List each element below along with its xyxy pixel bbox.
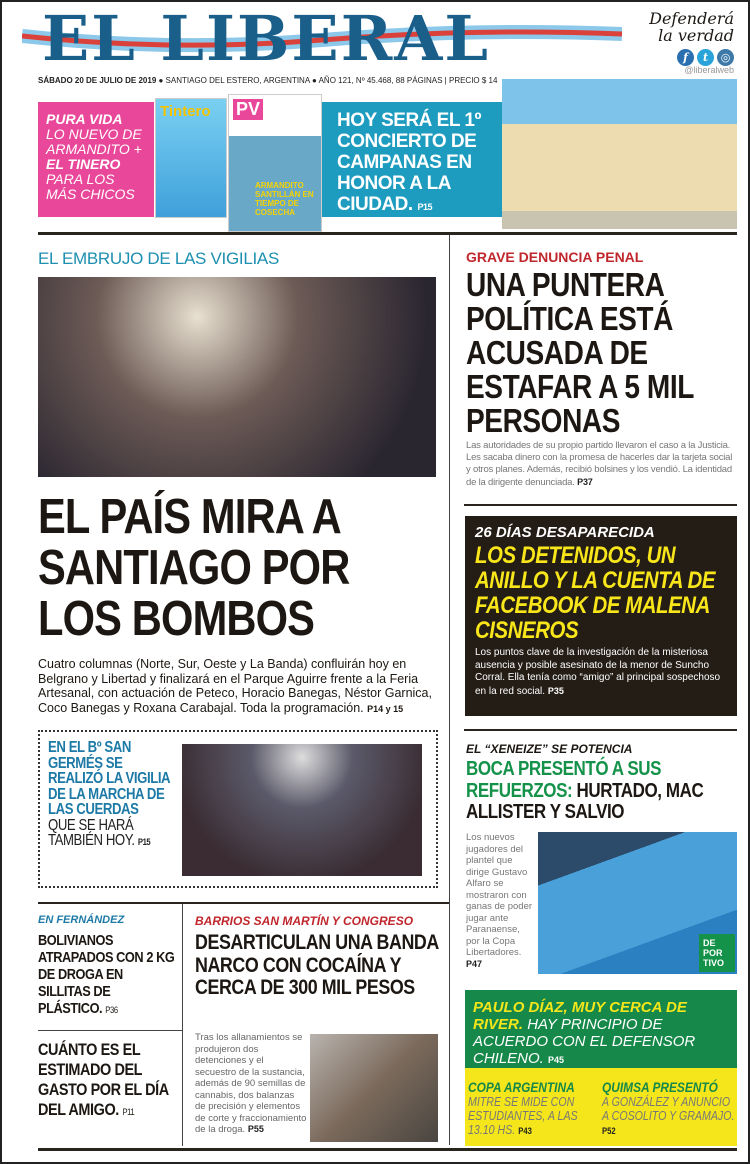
- river-rest: HAY PRINCIPIO DE ACUERDO CON EL DEFENSOR CHILENO.: [473, 1016, 696, 1067]
- fernandez-headline[interactable]: [38, 932, 177, 1019]
- cathedral-photo: [502, 79, 737, 229]
- page-ref: P11: [122, 1107, 135, 1117]
- masthead-title: EL LIBERAL: [42, 2, 490, 75]
- vigilia-photo: [182, 744, 422, 876]
- slogan-line: Defenderá: [649, 9, 734, 28]
- narco-body: [195, 1032, 307, 1136]
- deportivo-badge: DE POR TIVO: [699, 934, 735, 972]
- edition-issue: AÑO 121, Nº 45.468, 88 PÁGINAS: [318, 76, 443, 85]
- quimsa-kicker: QUIMSA PRESENTÓ: [602, 1079, 718, 1095]
- page-ref: P52: [602, 1126, 616, 1136]
- promo-line: PARA LOS MÁS CHICOS: [46, 171, 135, 202]
- promo-supplements[interactable]: [38, 102, 154, 217]
- pv-cover[interactable]: [228, 94, 322, 232]
- boca-headline-green: BOCA PRESENTÓ A SUS REFUERZOS:: [466, 758, 662, 802]
- malena-headline: LOS DETENIDOS, UN ANILLO Y LA CUENTA DE FACEBOOK DE MALENA CISNEROS: [475, 542, 716, 644]
- copa-item[interactable]: [468, 1080, 596, 1138]
- vigilia-crowd-photo: [38, 277, 436, 477]
- boca-body: [466, 832, 536, 970]
- boca-headline-dark: HURTADO, MAC ALLISTER Y SALVIO: [466, 779, 704, 823]
- page-ref: P35: [547, 685, 564, 696]
- cover-caption: ARMANDITO SANTILLÁN EN TIEMPO DE COSECHA: [255, 181, 314, 217]
- fernandez-headline-text: BOLIVIANOS ATRAPADOS CON 2 KG DE DROGA EN SILLITAS DE PLÁSTICO.: [38, 932, 175, 1017]
- amigo-headline-text: CUÁNTO ES EL ESTIMADO DEL GASTO POR EL DÍA DEL AMIGO.: [38, 1040, 169, 1119]
- promo-headline-text: HOY SERÁ EL 1º CONCIERTO DE CAMPANAS EN HONOR A LA CIUDAD.: [337, 110, 481, 215]
- divider: [38, 902, 449, 904]
- page-ref: P15: [137, 837, 151, 847]
- slogan: [624, 10, 734, 66]
- twitter-icon[interactable]: t: [697, 49, 714, 66]
- column-divider: [449, 235, 450, 1145]
- vigilia-headline: [48, 740, 180, 851]
- fernandez-kicker: EN FERNÁNDEZ: [38, 914, 125, 926]
- promo-line: EL TINERO: [46, 156, 121, 172]
- edition-info: SÁBADO 20 DE JULIO DE 2019 ● SANTIAGO DEL ESTERO, ARGENTINA ● AÑO 121, Nº 45.468, 88 PÁGINAS | PRECIO $ 14: [38, 76, 498, 85]
- divider: [38, 1030, 182, 1031]
- promo-headline[interactable]: [337, 110, 502, 218]
- puntera-headline[interactable]: UNA PUNTERA POLÍTICA ESTÁ ACUSADA DE ESTAFAR A 5 MIL PERSONAS: [466, 266, 694, 439]
- page-ref: P45: [548, 1055, 565, 1065]
- narco-body-text: Tras los allanamientos se produjeron dos detenciones y el secuestro de la sustancia, además de 90 semillas de cannabis, dos balanzas de precisión y elementos de corte y fraccionamiento de la droga.: [195, 1032, 307, 1135]
- copa-kicker: COPA ARGENTINA: [468, 1079, 575, 1095]
- masthead-logo: [12, 2, 622, 75]
- boca-body-text: Los nuevos jugadores del plantel que dirige Gustavo Alfaro se mostraron con ganas de poder jugar ante Paranaense, por la Copa Libertadores.: [466, 832, 533, 958]
- amigo-headline[interactable]: [38, 1040, 177, 1122]
- page-ref: P14 y 15: [367, 703, 404, 714]
- malena-box[interactable]: [465, 516, 737, 716]
- quimsa-body: A GONZÁLEZ Y ANUNCIO A COSOLITO Y GRAMAJO.: [602, 1095, 735, 1123]
- social-handle: @liberalweb: [684, 65, 734, 75]
- main-body-text: Cuatro columnas (Norte, Sur, Oeste y La Banda) confluirán hoy en Belgrano y Libertad y finalizará en el Parque Aguirre frente a la Feria Artesanal, con actuación de Peteco, Horacio Banegas, Néstor Garnica, Coco Banegas y Roxana Carabajal. Toda la programación.: [38, 657, 432, 715]
- river-box[interactable]: [465, 990, 737, 1068]
- column-divider: [182, 904, 183, 1146]
- page-ref: P36: [105, 1005, 118, 1015]
- divider: [464, 729, 737, 731]
- edition-price: PRECIO $ 14: [448, 76, 498, 85]
- page-ref: P47: [466, 958, 483, 969]
- river-bold: PAULO DÍAZ, MUY CERCA DE RIVER.: [473, 999, 687, 1033]
- malena-body: [475, 647, 727, 698]
- page-ref: P55: [247, 1124, 264, 1134]
- vigilia-headline-text: EN EL Bº SAN GERMÉS SE REALIZÓ LA VIGILIA DE LA MARCHA DE LAS CUERDAS: [48, 739, 170, 818]
- promo-line: LO NUEVO DE ARMANDITO +: [46, 126, 142, 157]
- page-ref: P43: [518, 1126, 532, 1136]
- main-headline[interactable]: EL PAÍS MIRA A SANTIAGO POR LOS BOMBOS: [38, 490, 350, 646]
- page-ref: P15: [417, 202, 432, 212]
- puntera-body-text: Las autoridades de su propio partido llevaron el caso a la Justicia. Les sacaba dinero con la promesa de hacerles dar la tarjeta social y otros planes. Además, recibió bolsines y los vendió. La identidad de la dirigente denunciada.: [466, 440, 733, 488]
- cover-title: Tintero: [160, 103, 211, 120]
- drug-seizure-photo: [310, 1034, 438, 1142]
- instagram-icon[interactable]: ◎: [717, 49, 734, 66]
- main-kicker: EL EMBRUJO DE LAS VIGILIAS: [38, 249, 279, 268]
- page-ref: P37: [577, 477, 593, 487]
- slogan-line: la verdad: [658, 26, 734, 45]
- cover-title: PV: [233, 99, 263, 120]
- puntera-kicker: GRAVE DENUNCIA PENAL: [466, 249, 644, 265]
- edition-date: SÁBADO 20 DE JULIO DE 2019: [38, 76, 157, 85]
- quimsa-item[interactable]: [602, 1080, 735, 1138]
- puntera-body: [466, 440, 738, 489]
- vigilia-sub: QUE SE HARÁ TAMBIÉN HOY.: [48, 816, 135, 849]
- facebook-icon[interactable]: f: [677, 49, 694, 66]
- main-body: [38, 657, 438, 716]
- narco-headline[interactable]: DESARTICULAN UNA BANDA NARCO CON COCAÍNA Y CERCA DE 300 MIL PESOS: [195, 931, 439, 999]
- narco-kicker: BARRIOS SAN MARTÍN Y CONGRESO: [195, 914, 414, 928]
- promo-line: PURA VIDA: [46, 111, 123, 127]
- divider: [464, 504, 737, 506]
- divider: [38, 1148, 737, 1151]
- boca-headline[interactable]: [466, 759, 741, 824]
- tintero-cover[interactable]: [155, 98, 227, 218]
- edition-place: SANTIAGO DEL ESTERO, ARGENTINA: [165, 76, 310, 85]
- malena-body-text: Los puntos clave de la investigación de la misteriosa ausencia y posible asesinato de la menor de Suncho Corral. Ella tenía como “amigo” al principal sospechoso en la red social.: [475, 647, 721, 697]
- copa-body: MITRE SE MIDE CON ESTUDIANTES, A LAS 13.10 HS.: [468, 1095, 578, 1137]
- divider: [38, 232, 737, 235]
- boca-kicker: EL “XENEIZE” SE POTENCIA: [466, 742, 633, 756]
- malena-kicker: 26 DÍAS DESAPARECIDA: [475, 524, 655, 541]
